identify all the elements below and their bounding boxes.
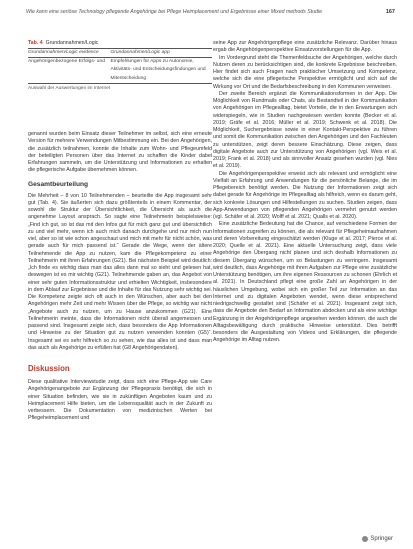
table-cell: Empfehlungen für Apps zu Autonomie, <box>110 59 194 65</box>
table-cell <box>28 66 110 74</box>
page-number: 167 <box>385 9 395 15</box>
springer-horse-icon <box>362 536 368 542</box>
paragraph: Der zweite Bereich ergänzt die Kommunikationsformen in der App. Die Möglichkeit von Rundmails oder Chats, als Bestandteil in der Kommunikation von Angehörigen im Pflegealltag, bietet Vorteile, die in den Erwartungen sich widerspiegeln, wie in Studien nachgewiesen werden konnte (Becker et al. 2019; Gräfe et al. 2016; Müller et al. 2019; Schwenk et al. 2018). Die Möglichkeit, Suchergebnisse sowie in einer Kontakt-Perspektive zu führen und somit die Kommunikation zwischen den Angehörigen und den Fachleuten zu unterstützen, zeigt deren bessere Einschätzung. Diese zeigen, dass digitale Angebote auch zur Unterstützung von Angehörigen (vgl. Weis et al. 2019; Frank et al. 2018) und als sinnvoller Ansatz gesehen wurden (vgl. Nies et al. 2019). <box>213 90 397 170</box>
paragraph: Im Vordergrund steht die Themenfeldsuche der Angehörigen, welche durch Nutzen deren zu berücksichtigen sind, die konkrete Ergebnisse beschreiben. Hier findet sich auch Fragen nach praktischer Umsetzung und Kompetenz, welche sich die eine pflegerische Perspektive ermöglicht und sich auf die Wirkung vor Ort und die Bedarfsbeschreibung in den Kommunen verweisen. <box>213 54 397 90</box>
table-cell: Aktivitäts- und Entscheidungsfindungen und <box>110 67 206 73</box>
paragraph: Die Mehrheit – 8 von 10 Teilnehmenden – beurteilte die App insgesamt sehr gut (Tab. 4). Sie äußerten sich dazu größtenteils in einem Kommentar, der sowohl die Struktur der Übersichtlichkeit, die Übersicht als auch die angenehme Layout ansprach. So sagte eine Teilnehmerin beispielsweise: „Find ich gut, so ist das mit den Infos gut für mich ganz gut und übersichtlich zu und viel mehr, wenn ich auch mich danach durchgehe und nur mich nun viel, aber so ist wie schon angeschaut und mich mit mehr für nicht schön, was gerade auch für mich passend ist.“ Gerade die Wege, wenn der ältere Teilnehmende die App zu nutzen, kam die Pflegekompetenz zu einer Teilnehmerin mit ihren Erfahrungen (G21). Bei nächsten Beispiel wird deutlich: „Ich finde es wichtig dass man das alles dann mal so sieht und gelesen hat, deswegen ist es mir wichtig (G21). Teilnehmende gaben an, das Angebot von einer sehr guten Informationsstruktur und erhielten Wichtigkeit, insbesondere in dem Ablauf zur Ergebnisse und die Inhalte für das Nutzung sehr wichtig sei. Die Kompetenz zeigte sich oft auch in den Wünschen, aber auch bei den Angehörigen mehr Zeit und mehr Wissen über die Pflege, so wichtig war nicht „Angebote auch zu nutzen, um zu Hause anzukommen (G21). Eine Teilnehmerin meinte, dass die Informationen nicht überall angemessen und passend sind. Insgesamt zeigte sich, dass besonders die App Informationen und Hinweise zu der Situation gut zu nutzen verwenden konnten (G5)“. Insgesamt sei es sehr hilfreich so zu sehen, wie das alles ist und dass man das auch als Angehörige zu erfüllen hat (G8 Angehörigendaten). <box>28 192 212 351</box>
paragraph: Eine zusätzliche Bedeutung hat die Chance, auf verschiedene Formen der Informationen zugreifen zu können, die als relevant für Pflegeheimaufnahmen und deren Vorbereitung eingeschätzt werden (Kluge et al. 2017; Pierce et al. 2020; Quelle et al. 2021). Eine aktuelle Untersuchung zeigt, dass viele Angehörige den Übergang nicht planen und sich deshalb Informationen zu diesem Übergang wünschen, um so Belastungen zu verringern. Insgesamt wird deutlich, dass Angehörige mit ihren Aufgaben zur Pflege eine zusätzliche Unterstützung benötigen, um ihre eigenen Ressourcen zu schonen (Ehrlich et al. 2021). In Deutschland pflegt eine große Zahl an Angehörigen in der häuslichen Umgebung, wobei sich ein großer Teil zur Information an das Internet und zu digitalen Angeboten wendet, wenn diese entsprechend niedrigschwellig gestaltet sind (Schäfer et al. 2021). Insgesamt zeigt sich, dass die Angebote den Bedarf an Information abdecken und als eine wichtige Ergänzung in der Angehörigenpflege angesehen werden können, die auch die Alltagsbewältigung durch praktische Hinweise unterstützt. Dies betrifft besonders die Ausgestaltung von Videos und Erklärungen, die pflegende Angehörige im Alltag nutzen. <box>213 221 397 344</box>
right-column <box>213 40 397 345</box>
table-4 <box>28 40 212 92</box>
table-row <box>28 58 212 67</box>
paragraph: Die Angehörigenperspektive erweist sich als relevant und ermöglicht eine Vielfalt an Erfahrung und Anwendungen für die persönliche Belange, die im Pflegebereich benötigt werden. Die Nutzung der Informationen zeigt sich dabei gerade für Angehörige im Pflegealltag als hilfreich, wenn es darum geht, sich konkrete Lösungen und Hilfestellungen zu suchen. Studien zeigen, dass App-Anwendungen von pflegenden Angehörigen vermehrt genutzt werden (vgl. Schäfer et al. 2020; Wolff et al. 2021; Qualls et al. 2020). <box>213 170 397 220</box>
table-row <box>28 75 212 84</box>
table-row <box>28 66 212 74</box>
table-header-cell: Grundannahmen/Logic evidence <box>28 49 110 58</box>
table-header-row <box>28 49 212 58</box>
table-title: Grundannahmen/Logic <box>45 40 99 46</box>
section-heading-gesamtbeurteilung: Gesamtbeurteilung <box>28 180 89 188</box>
left-column <box>28 131 212 423</box>
publisher-name: Springer <box>370 536 393 542</box>
table-header-cell: Grundannahmen/Logic app <box>110 49 212 58</box>
data-table <box>28 48 212 84</box>
running-head <box>26 6 395 18</box>
running-head-title: Wie kann eine seriöse Technology pflegende Angehörige bei Pflege Heimplacement und Ergebnisse einer Mixed methods Studie <box>26 9 323 15</box>
table-cell: Mitentscheidung <box>110 75 212 84</box>
table-note: Auswahl der Auswertungen im Internet <box>28 85 111 91</box>
publisher-logo <box>362 536 393 542</box>
table-label: Tab. 4 <box>28 40 43 46</box>
paragraph: seine App zur Angehörigenpflege eine zusätzliche Relevanz. Darüber hinaus ergab die Angehörigenperspektive Einsatzvorstellungen für die App. <box>213 40 397 54</box>
table-caption <box>28 40 212 47</box>
paragraph: Diese qualitative Interviewstudie zeigt, dass sich eine Pflege-App wie Care Angehörigenangebote zur Ergänzung der Pflegepraxis benötigt, die sich in einer Situation befinden, wie sie in zukünftigen Angeboten kaum und zu Heimplacement Hilfe bieten, um die Lebensqualität auch in der Zukunft zu verbessern. Die Dokumentation von medizinischen Werten bei Pflegeheimplacement und <box>28 379 212 422</box>
table-cell: Angehörigenbezogene Erfolgs- und <box>28 59 105 65</box>
paragraph: genannt wurden beim Einsatz dieser Teilnehmer im selbst, sich eine erneute Version für mehrere Verwendungen Mitbestimmung ein. Bei den Angehörigen, die zusätzlich teilnahmen, konnte die Inhalte zum Wohn- und Pflegeumfeld der beteiligten Personen über das Internet zu schaffen die Kinder dabei Erfahrungen sammeln, um die Unterstützung und Informationen zu erhalten die pflegerische Aufgabe übernehmen können. <box>28 131 212 174</box>
table-cell <box>28 75 110 84</box>
section-heading-diskussion: Diskussion <box>28 364 70 373</box>
